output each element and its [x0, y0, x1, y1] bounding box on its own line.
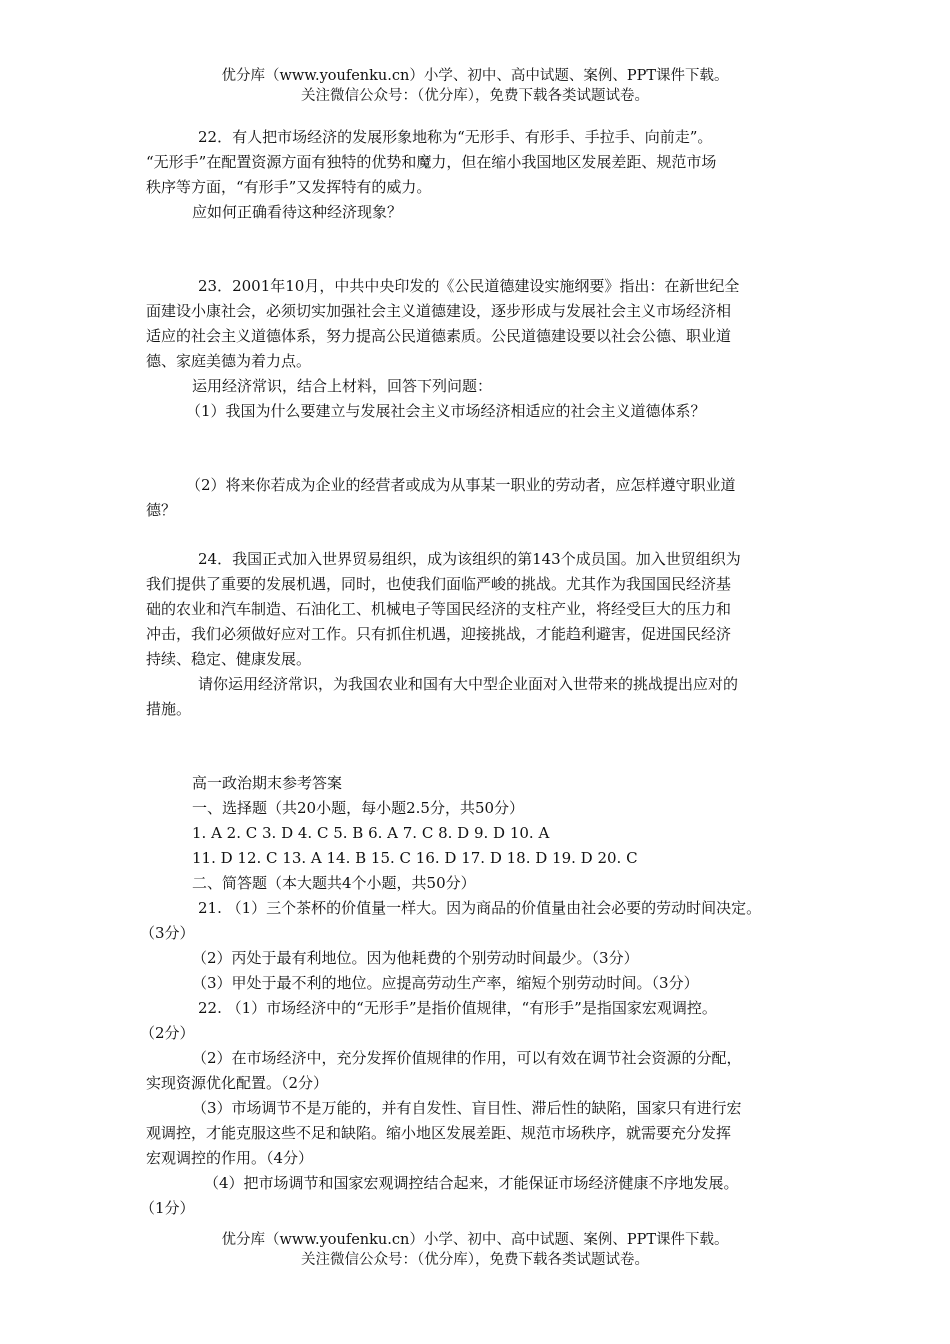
q22-line-1: 22．有人把市场经济的发展形象地称为“无形手、有形手、手拉手、向前走”。 — [198, 128, 713, 146]
answer-22-1-score: （2分） — [140, 1024, 195, 1042]
answer-22-3-line-3: 宏观调控的作用。（4分） — [146, 1149, 314, 1167]
answer-22-4-line-1: （4）把市场调节和国家宏观调控结合起来，才能保证市场经济健康不序地发展。 — [204, 1174, 739, 1192]
answers-mc-row-1: 1. A 2. C 3. D 4. C 5. B 6. A 7. C 8. D 9. D 10. A — [192, 824, 550, 842]
header-line-2: 关注微信公众号：（优分库），免费下载各类试题试卷。 — [301, 88, 649, 104]
q24-line-5: 持续、稳定、健康发展。 — [146, 650, 312, 668]
q23-line-1: 23．2001年10月，中共中央印发的《公民道德建设实施纲要》指出：在新世纪全 — [198, 277, 740, 295]
q23-sub-2-line-2: 德？ — [146, 501, 177, 519]
answer-22-3-line-1: （3）市场调节不是万能的，并有自发性、盲目性、滞后性的缺陷，国家只有进行宏 — [192, 1099, 742, 1117]
answer-22-2-line-2: 实现资源优化配置。（2分） — [146, 1074, 329, 1092]
q23-sub-1: （1）我国为什么要建立与发展社会主义市场经济相适应的社会主义道德体系？ — [186, 402, 706, 420]
q23-ask: 运用经济常识，结合上材料，回答下列问题： — [192, 377, 493, 395]
page-header — [0, 66, 950, 106]
answer-21-1-score: （3分） — [140, 924, 195, 942]
q24-line-1: 24．我国正式加入世界贸易组织，成为该组织的第143个成员国。加入世贸组织为 — [198, 550, 741, 568]
q23-line-2: 面建设小康社会，必须切实加强社会主义道德建设，逐步形成与发展社会主义市场经济相 — [146, 302, 732, 320]
q24-ask-line-2: 措施。 — [146, 700, 192, 718]
q24-line-4: 冲击，我们必须做好应对工作。只有抓住机遇，迎接挑战，才能趋利避害，促进国民经济 — [146, 625, 732, 643]
answer-21-2: （2）丙处于最有利地位。因为他耗费的个别劳动时间最少。（3分） — [192, 949, 639, 967]
q22-line-3: 秩序等方面，“有形手”又发挥特有的威力。 — [146, 178, 432, 196]
answers-section-2: 二、简答题（本大题共4个小题，共50分） — [192, 874, 476, 892]
footer-line-1: 优分库（www.youfenku.cn）小学、初中、高中试题、案例、PPT课件下载。 — [221, 1232, 729, 1248]
q23-sub-2-line-1: （2）将来你若成为企业的经营者或成为从事某一职业的劳动者，应怎样遵守职业道 — [186, 476, 736, 494]
answer-22-3-line-2: 观调控，才能克服这些不足和缺陷。缩小地区发展差距、规范市场秩序，就需要充分发挥 — [146, 1124, 732, 1142]
answer-21-3: （3）甲处于最不利的地位。应提高劳动生产率，缩短个别劳动时间。（3分） — [192, 974, 699, 992]
answer-22-1: 22. （1）市场经济中的“无形手”是指价值规律，“有形手”是指国家宏观调控。 — [198, 999, 717, 1017]
question-23-part-2 — [146, 473, 810, 523]
page-footer — [0, 1230, 950, 1270]
question-24 — [146, 547, 810, 722]
answer-22-4-line-2: （1分） — [140, 1199, 195, 1217]
question-23 — [146, 274, 810, 424]
answers-section-1: 一、选择题（共20小题，每小题2.5分，共50分） — [192, 799, 525, 817]
q22-ask: 应如何正确看待这种经济现象？ — [192, 203, 403, 221]
q24-line-2: 我们提供了重要的发展机遇，同时，也使我们面临严峻的挑战。尤其作为我国国民经济基 — [146, 575, 732, 593]
answer-22-2-line-1: （2）在市场经济中，充分发挥价值规律的作用，可以有效在调节社会资源的分配， — [192, 1049, 742, 1067]
answer-21-1: 21. （1）三个茶杯的价值量一样大。因为商品的价值量由社会必要的劳动时间决定。 — [198, 899, 762, 917]
answers-title: 高一政治期末参考答案 — [192, 774, 343, 792]
q23-line-3: 适应的社会主义道德体系，努力提高公民道德素质。公民道德建设要以社会公德、职业道 — [146, 327, 732, 345]
question-22 — [146, 125, 810, 225]
footer-line-2: 关注微信公众号：（优分库），免费下载各类试题试卷。 — [301, 1252, 649, 1268]
q24-ask-line-1: 请你运用经济常识，为我国农业和国有大中型企业面对入世带来的挑战提出应对的 — [198, 675, 739, 693]
answers-mc-row-2: 11. D 12. C 13. A 14. B 15. C 16. D 17. D 18. D 19. D 20. C — [192, 849, 638, 867]
q23-line-4: 德、家庭美德为着力点。 — [146, 352, 312, 370]
header-line-1: 优分库（www.youfenku.cn）小学、初中、高中试题、案例、PPT课件下载。 — [221, 68, 729, 84]
q22-line-2: “无形手”在配置资源方面有独特的优势和魔力，但在缩小我国地区发展差距、规范市场 — [146, 153, 717, 171]
answer-key — [140, 771, 810, 1221]
q24-line-3: 础的农业和汽车制造、石油化工、机械电子等国民经济的支柱产业，将经受巨大的压力和 — [146, 600, 732, 618]
